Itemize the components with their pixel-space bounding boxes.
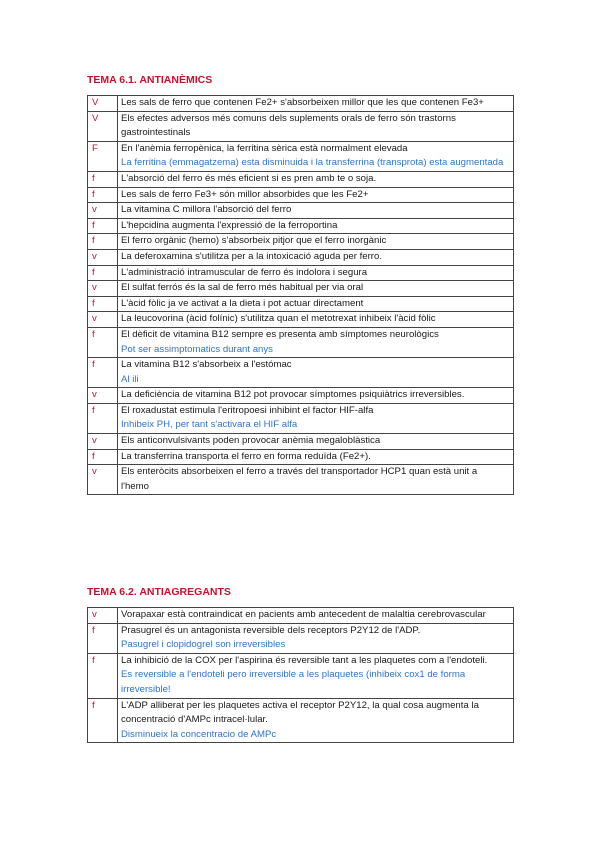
statement-cell [118, 388, 514, 404]
statement-cell [118, 403, 514, 433]
statement-cell [118, 608, 514, 624]
table-row [88, 653, 514, 698]
answer-cell: v [88, 465, 118, 495]
section-antianemics [87, 73, 514, 495]
table-row [88, 465, 514, 495]
statement-text: El ferro orgànic (hemo) s'absorbeix pitjor que el ferro inorgànic [121, 235, 387, 247]
table-row [88, 187, 514, 203]
section-title: TEMA 6.2. ANTIAGREGANTS [87, 586, 231, 598]
table-row [88, 96, 514, 112]
answer-cell: f [88, 623, 118, 653]
statement-text: La vitamina C millora l'absorció del ferro [121, 204, 292, 216]
statement-text: L'absorció del ferro és més eficient si es pren amb te o soja. [121, 172, 377, 184]
answer-cell: F [88, 141, 118, 171]
table-row [88, 623, 514, 653]
table-row [88, 281, 514, 297]
statement-text: L'hepcidina augmenta l'expressió de la ferroportina [121, 219, 338, 231]
answer-cell: f [88, 296, 118, 312]
correction-note: Es reversible a l'endoteli pero irreversible a les plaquetes (inhibeix cox1 de forma irreversible! [121, 669, 466, 695]
correction-note: Al ili [121, 373, 139, 385]
answer-cell: f [88, 449, 118, 465]
statement-cell [118, 171, 514, 187]
answer-cell: V [88, 111, 118, 141]
correction-note: Pasugrel i clopidogrel son irreversibles [121, 639, 286, 651]
statement-cell [118, 218, 514, 234]
table-row [88, 265, 514, 281]
statement-text: Vorapaxar està contraindicat en pacients amb antecedent de malaltia cerebrovascular [121, 609, 486, 620]
statement-cell [118, 465, 514, 495]
answer-cell: f [88, 218, 118, 234]
statement-text: La transferrina transporta el ferro en forma reduïda (Fe2+). [121, 450, 371, 462]
statement-text: Els enteròcits absorbeixen el ferro a través del transportador HCP1 quan està unit a l'hemo [121, 466, 478, 492]
answer-cell: v [88, 388, 118, 404]
table-row [88, 358, 514, 388]
answer-cell: v [88, 434, 118, 450]
table-row [88, 141, 514, 171]
statement-text: L'àcid fòlic ja ve activat a la dieta i pot actuar directament [121, 297, 364, 309]
statement-text: El roxadustat estimula l'eritropoesi inhibint el factor HIF-alfa [121, 404, 374, 416]
table-row [88, 171, 514, 187]
statement-cell [118, 449, 514, 465]
statement-text: La inhibició de la COX per l'aspirina és reversible tant a les plaquetes com a l'endoteli. [121, 654, 488, 666]
statement-text: L'administració intramuscular de ferro és indolora i segura [121, 266, 368, 278]
table-row [88, 111, 514, 141]
question-table [87, 95, 514, 495]
statement-cell [118, 265, 514, 281]
table-row [88, 203, 514, 219]
statement-cell [118, 623, 514, 653]
statement-text: Les sals de ferro Fe3+ són millor absorbides que les Fe2+ [121, 188, 369, 200]
table-row [88, 434, 514, 450]
statement-cell [118, 187, 514, 203]
question-table [87, 607, 514, 743]
answer-cell: f [88, 403, 118, 433]
statement-text: El dèficit de vitamina B12 sempre es presenta amb símptomes neurològics [121, 328, 439, 340]
answer-cell: v [88, 312, 118, 328]
section-antiagregants [87, 585, 514, 743]
statement-cell [118, 358, 514, 388]
statement-cell [118, 203, 514, 219]
section-title: TEMA 6.1. ANTIANÈMICS [87, 74, 213, 86]
statement-cell [118, 141, 514, 171]
answer-cell: f [88, 698, 118, 743]
answer-cell: f [88, 265, 118, 281]
correction-note: Pot ser assimptomatics durant anys [121, 343, 273, 355]
statement-cell [118, 698, 514, 743]
statement-text: La deferoxamina s'utilitza per a la intoxicació aguda per ferro. [121, 250, 383, 262]
statement-text: Prasugrel és un antagonista reversible dels receptors P2Y12 de l'ADP. [121, 624, 421, 636]
correction-note: La ferritina (emmagatzema) esta disminuida i la transferrina (transprota) esta augmentada [121, 157, 504, 169]
answer-cell: v [88, 281, 118, 297]
answer-cell: v [88, 608, 118, 624]
statement-text: En l'anèmia ferropènica, la ferritina sèrica està normalment elevada [121, 142, 408, 154]
statement-text: Els efectes adversos més comuns dels suplements orals de ferro són trastorns gastrointestinals [121, 112, 456, 139]
table-row [88, 388, 514, 404]
statement-text: L'ADP alliberat per les plaquetes activa el receptor P2Y12, la qual cosa augmenta la concentració d'AMPc intracel·lular. [121, 699, 479, 726]
table-row [88, 234, 514, 250]
answer-cell: v [88, 203, 118, 219]
table-row [88, 327, 514, 357]
statement-text: Les sals de ferro que contenen Fe2+ s'absorbeixen millor que les que contenen Fe3+ [121, 97, 484, 108]
statement-cell [118, 96, 514, 112]
answer-cell: f [88, 187, 118, 203]
answer-cell: f [88, 358, 118, 388]
statement-cell [118, 281, 514, 297]
table-row [88, 608, 514, 624]
correction-note: Inhibeix PH, per tant s'activara el HIF alfa [121, 419, 298, 431]
statement-text: La deficiència de vitamina B12 pot provocar símptomes psiquiàtrics irreversibles. [121, 389, 465, 401]
statement-text: La leucovorina (àcid folínic) s'utilitza quan el metotrexat inhibeix l'àcid fòlic [121, 313, 436, 325]
statement-cell [118, 434, 514, 450]
statement-text: La vitamina B12 s'absorbeix a l'estómac [121, 359, 292, 371]
statement-cell [118, 653, 514, 698]
statement-cell [118, 296, 514, 312]
correction-note: Disminueix la concentracio de AMPc [121, 728, 277, 740]
table-row [88, 218, 514, 234]
table-row [88, 403, 514, 433]
statement-cell [118, 111, 514, 141]
statement-text: El sulfat ferrós és la sal de ferro més habitual per via oral [121, 282, 364, 294]
answer-cell: f [88, 327, 118, 357]
table-row [88, 698, 514, 743]
statement-text: Els anticonvulsivants poden provocar anèmia megaloblàstica [121, 435, 381, 447]
statement-cell [118, 312, 514, 328]
answer-cell: V [88, 96, 118, 112]
statement-cell [118, 249, 514, 265]
statement-cell [118, 234, 514, 250]
statement-cell [118, 327, 514, 357]
answer-cell: f [88, 653, 118, 698]
answer-cell: v [88, 249, 118, 265]
table-row [88, 312, 514, 328]
table-row [88, 449, 514, 465]
table-row [88, 249, 514, 265]
table-row [88, 296, 514, 312]
answer-cell: f [88, 234, 118, 250]
answer-cell: f [88, 171, 118, 187]
